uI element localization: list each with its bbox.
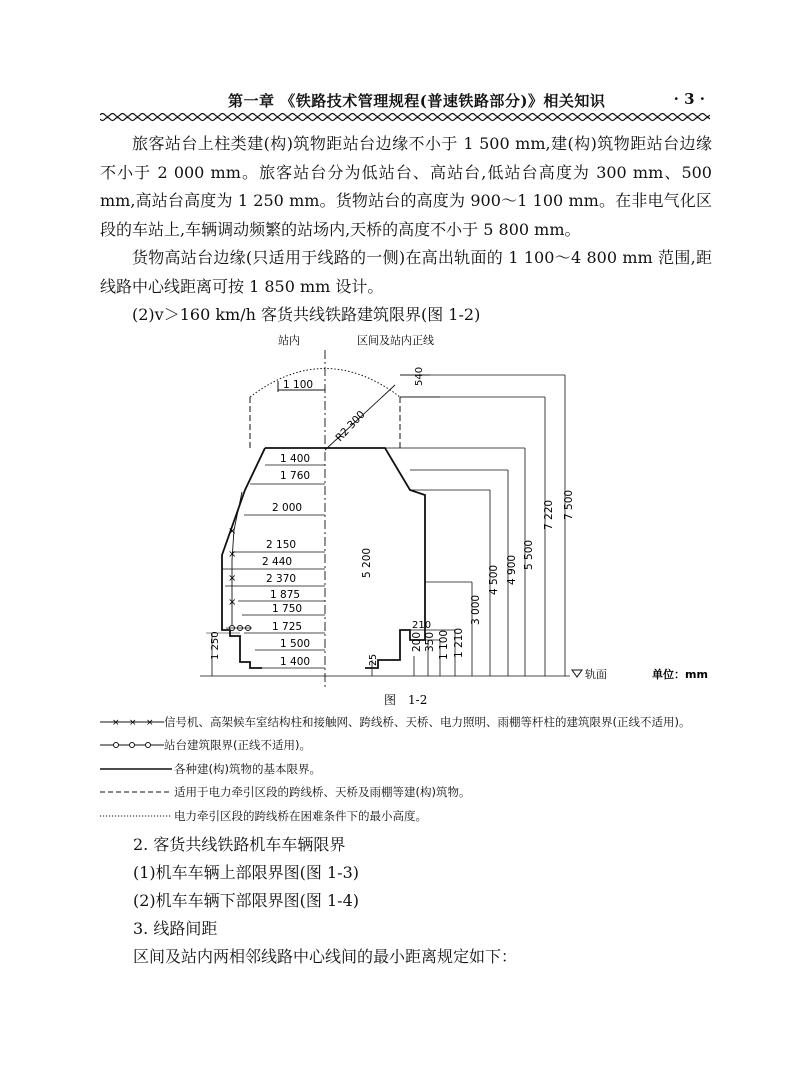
dim-height: 350 [424,631,436,652]
figure-heading: (2)v＞160 km/h 客货共线铁路建筑限界(图 1-2) [132,305,481,324]
dim-radius: R2 300 [333,408,368,445]
body-text [100,130,712,330]
rail-marker [572,670,582,677]
dim-width: 1 500 [280,638,311,650]
dim-width: 1 400 [280,453,311,465]
dim-width: 1 750 [272,603,303,615]
section-text: 区间及站内两相邻线路中心线间的最小距离规定如下： [133,947,518,966]
unit-label: 单位：mm [652,668,708,681]
header-wave-rule [100,112,710,122]
dim-height: 25 [368,653,379,666]
dim-width: 1 875 [270,589,301,601]
clearance-diagram [100,330,720,710]
label-main-line: 区间及站内正线 [357,334,434,347]
legend-dashed-line-icon [100,787,174,797]
dim-height: 5 500 [523,539,535,570]
legend-item: × × × 信号机、高架候车室结构柱和接触网、跨线桥、天桥、电力照明、雨棚等杆柱的建筑限界(正线不适用)。 [100,710,720,734]
legend-item: 电力牵引区段的跨线桥在困难条件下的最小高度。 [100,804,720,828]
dim-width: 2 370 [266,573,297,585]
section-heading: 2. 客货共线铁路机车车辆限界 [133,835,346,854]
dim-210: 210 [412,620,432,631]
legend-x-line-icon [100,717,164,727]
dim-width: 1 400 [280,656,311,668]
dim-540: 540 [414,366,425,386]
legend-solid-line-icon [100,764,174,774]
paragraph: 货物高站台边缘(只适用于线路的一侧)在高出轨面的 1 100～4 800 mm 范围,距线路中心线距离可按 1 850 mm 设计。 [100,248,712,296]
label-station: 站内 [278,334,300,347]
section-item: (1)机车车辆上部限界图(图 1-3) [133,863,360,882]
svg-text:×: × [129,717,137,727]
dim-height: 1 100 [438,629,450,660]
chapter-title: 第一章 《铁路技术管理规程(普速铁路部分)》相关知识 [228,92,606,110]
section-heading: 3. 线路间距 [133,919,218,938]
dim-height: 7 220 [543,499,555,530]
dim-width: 2 000 [272,502,303,514]
page-number: · 3 · [673,90,705,108]
legend-item: 适用于电力牵引区段的跨线桥、天桥及雨棚等建(构)筑物。 [100,781,720,805]
svg-text:×: × [228,573,237,584]
dim-height: 3 000 [470,594,482,625]
dim-height: 4 500 [488,564,500,595]
figure-caption: 图 1-2 [384,693,428,707]
dim-platform-height: 1 250 [210,631,221,660]
legend-dotted-line-icon [100,811,174,821]
rail-label: 轨面 [585,668,607,681]
dim-height: 7 500 [563,489,575,520]
dim-height: 200 [411,631,423,652]
svg-text:×: × [228,549,237,560]
legend-item: 站台建筑限界(正线不适用)。 [100,734,720,758]
legend-circle-line-icon [100,740,164,750]
figure-legend [100,710,720,828]
svg-text:×: × [112,717,120,727]
dim-center-height: 5 200 [361,547,373,578]
dim-height: 1 210 [453,627,465,658]
svg-text:×: × [228,526,237,537]
svg-text:×: × [146,717,154,727]
dim-width: 2 150 [266,539,297,551]
dim-top-width: 1 100 [283,379,314,391]
dim-height: 4 900 [506,554,518,585]
dim-width: 2 440 [262,556,293,568]
legend-item: 各种建(构)筑物的基本限界。 [100,757,720,781]
paragraph: 旅客站台上柱类建(构)筑物距站台边缘不小于 1 500 mm,建(构)筑物距站台边缘不小于 2 000 mm。旅客站台分为低站台、高站台,低站台高度为 300 mm、500 mm,高站台高度为 1 250 mm。货物站台的高度为 900～1 100 mm。在非电气化区段的车站上,车辆调动频繁的站场内,天桥的高度不小于 5 800 mm。 [100,134,712,239]
section-item: (2)机车车辆下部限界图(图 1-4) [133,891,360,910]
dim-width: 1 760 [280,470,311,482]
page-header [100,90,705,112]
dim-width: 1 725 [272,621,303,633]
svg-text:×: × [228,597,237,608]
